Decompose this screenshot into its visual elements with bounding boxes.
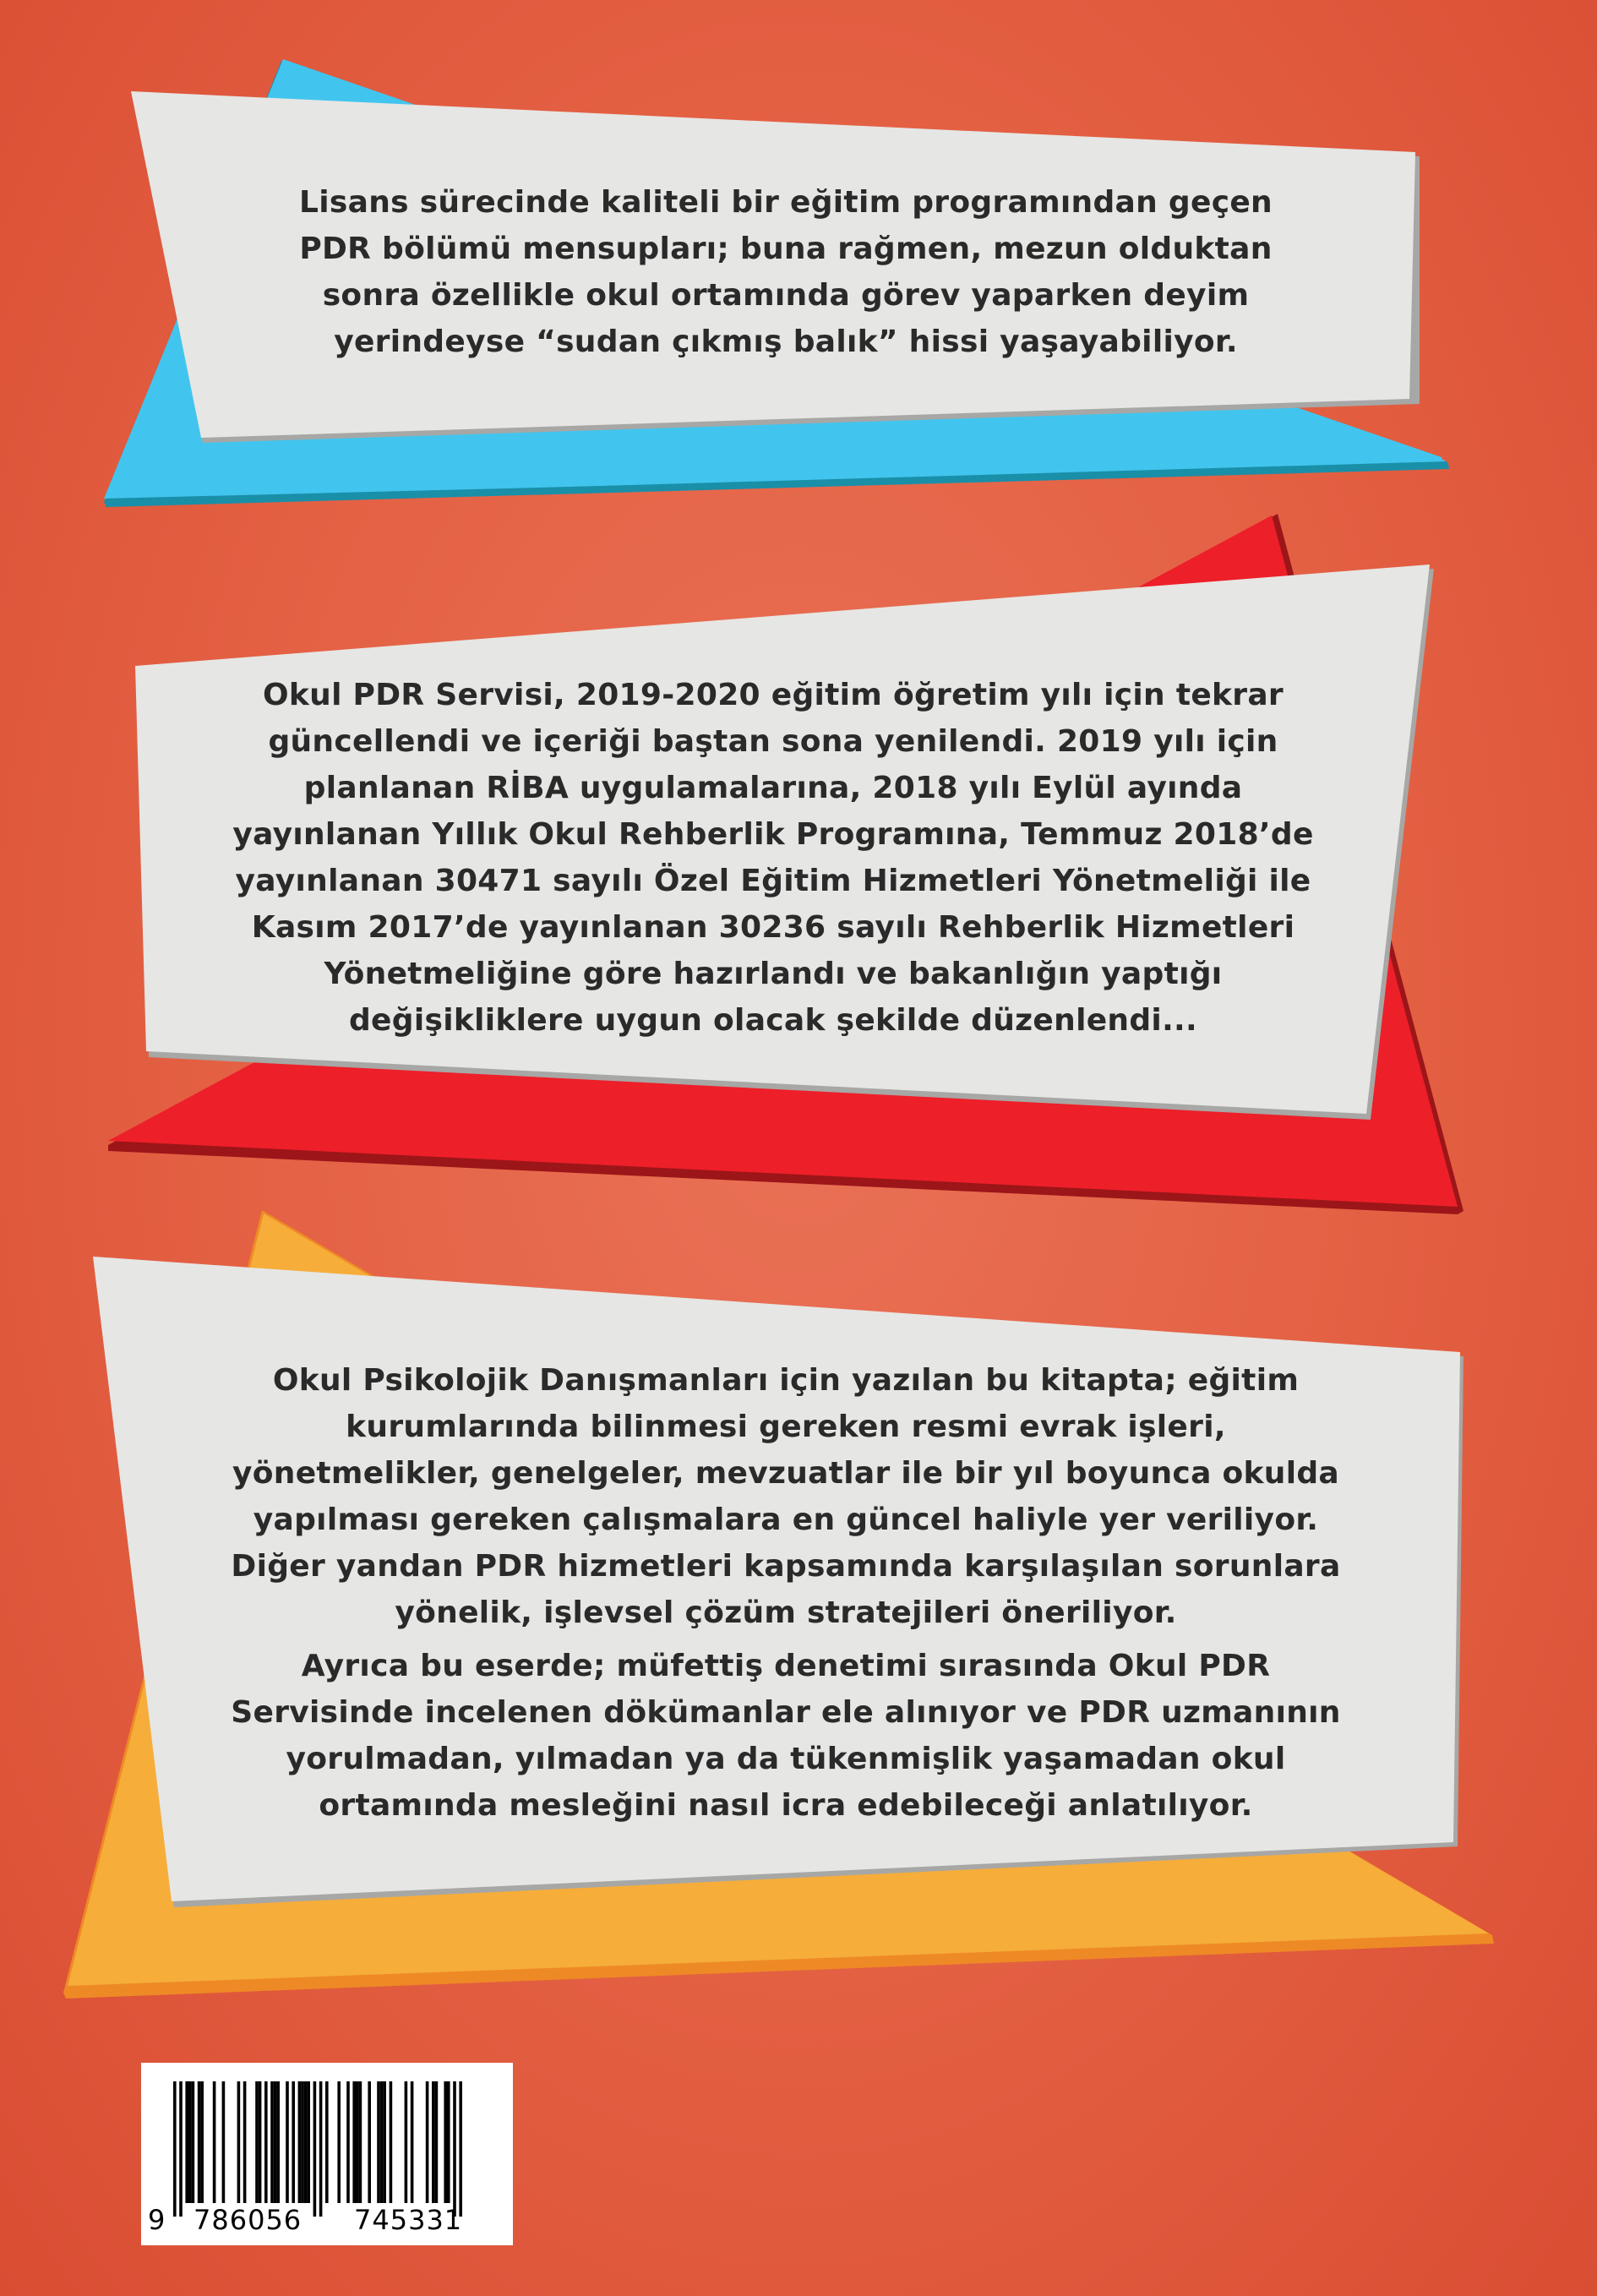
panel-2-line: güncellendi ve içeriği baştan sona yenilendi. 2019 yılı için	[268, 724, 1278, 759]
barcode-bar-31	[368, 2081, 371, 2203]
panel-1-line: sonra özellikle okul ortamında görev yaparken deyim	[322, 278, 1250, 313]
panel-2-line: Yönetmeliğine göre hazırlandı ve bakanlığın yaptığı	[324, 957, 1223, 991]
barcode-bar-40	[435, 2081, 439, 2203]
panel-2-line: Okul PDR Servisi, 2019-2020 eğitim öğretim yılı için tekrar	[263, 678, 1284, 712]
barcode-bar-10	[243, 2081, 247, 2203]
barcode-bar-39	[432, 2081, 435, 2203]
barcode-bar-13	[264, 2081, 268, 2203]
barcode-bar-29	[356, 2081, 359, 2203]
barcode-bar-32	[377, 2081, 380, 2203]
barcode-bar-24	[319, 2081, 323, 2217]
barcode-bar-5	[198, 2081, 201, 2203]
panel-3-line: Ayrıca bu eserde; müfettiş denetimi sırasında Okul PDR	[301, 1649, 1271, 1683]
barcode-bar-2	[185, 2081, 188, 2203]
panel-1-text	[220, 179, 1352, 365]
barcode-bar-25	[325, 2081, 329, 2203]
panel-3-text	[135, 1357, 1436, 1829]
barcode-bar-17	[286, 2081, 289, 2203]
barcode-bar-22	[307, 2081, 310, 2203]
barcode-bar-1	[179, 2081, 183, 2217]
panel-1-line: Lisans sürecinde kaliteli bir eğitim programından geçen	[299, 185, 1273, 220]
barcode-bar-30	[359, 2081, 362, 2203]
panel-3-paragraph-1	[135, 1357, 1436, 1636]
barcode-bar-26	[337, 2081, 341, 2203]
barcode-right-digits: 745331	[354, 2204, 463, 2236]
barcode-bar-12	[259, 2081, 262, 2203]
panel-3-line: ortamında mesleğini nasıl icra edebileceği anlatılıyor.	[319, 1788, 1253, 1823]
barcode-bar-38	[426, 2081, 429, 2203]
barcode-bar-7	[213, 2081, 216, 2203]
panel-3-line: Okul Psikolojik Danışmanları için yazılan bu kitapta; eğitim	[272, 1363, 1300, 1398]
panel-2-line: planlanan RİBA uygulamalarına, 2018 yılı Eylül ayında	[303, 771, 1243, 805]
barcode-bar-41	[444, 2081, 447, 2203]
panel-2-text	[139, 672, 1407, 1044]
barcode-bar-28	[352, 2081, 356, 2203]
barcode-bar-16	[276, 2081, 280, 2203]
panel-2-line: yayınlanan 30471 sayılı Özel Eğitim Hizmetleri Yönetmeliği ile	[235, 864, 1311, 898]
barcode-left-digits: 786056	[193, 2204, 303, 2236]
barcode-bar-8	[222, 2081, 226, 2203]
barcode-bar-6	[200, 2081, 204, 2203]
barcode-bar-42	[447, 2081, 450, 2203]
barcode-bar-27	[346, 2081, 350, 2203]
barcode-bar-3	[188, 2081, 192, 2203]
barcode-prefix-digit: 9	[148, 2204, 166, 2236]
panel-3-line: yönetmelikler, genelgeler, mevzuatlar ile bir yıl boyunca okulda	[232, 1456, 1339, 1491]
barcode-bar-14	[270, 2081, 274, 2203]
panel-3-line: Diğer yandan PDR hizmetleri kapsamında karşılaşılan sorunlara	[231, 1549, 1341, 1584]
panel-3-line: yorulmadan, yılmadan ya da tükenmişlik yaşamadan okul	[286, 1742, 1286, 1776]
barcode-bar-4	[192, 2081, 195, 2203]
barcode-bar-36	[405, 2081, 408, 2203]
barcode-bar-34	[383, 2081, 386, 2203]
barcode-bar-20	[301, 2081, 304, 2203]
barcode-bar-35	[390, 2081, 393, 2203]
barcode-bar-21	[304, 2081, 308, 2203]
panel-2-line: Kasım 2017’de yayınlanan 30236 sayılı Rehberlik Hizmetleri	[251, 910, 1295, 945]
barcode-bar-11	[255, 2081, 259, 2203]
barcode-bar-0	[173, 2081, 177, 2217]
panel-3-line: kurumlarında bilinmesi gereken resmi evrak işleri,	[346, 1410, 1226, 1444]
barcode-bar-33	[380, 2081, 384, 2203]
panel-3-line: yönelik, işlevsel çözüm stratejileri öneriliyor.	[395, 1595, 1177, 1630]
panel-1-line: yerindeyse “sudan çıkmış balık” hissi yaşayabiliyor.	[334, 324, 1238, 359]
barcode-bar-23	[313, 2081, 317, 2217]
barcode-bar-44	[459, 2081, 462, 2217]
barcode	[141, 2063, 513, 2245]
panel-3-line: Servisinde incelenen dökümanlar ele alınıyor ve PDR uzmanının	[231, 1695, 1341, 1730]
panel-2-line: değişikliklere uygun olacak şekilde düzenlendi...	[348, 1003, 1197, 1038]
barcode-bar-18	[292, 2081, 295, 2203]
panel-1-line: PDR bölümü mensupları; buna rağmen, mezun olduktan	[299, 232, 1273, 266]
panel-3-line: yapılması gereken çalışmalara en güncel haliyle yer veriliyor.	[253, 1502, 1319, 1537]
barcode-bar-9	[237, 2081, 241, 2203]
barcode-bar-37	[411, 2081, 414, 2203]
panel-2-line: yayınlanan Yıllık Okul Rehberlik Programına, Temmuz 2018’de	[232, 817, 1314, 852]
panel-3-paragraph-2	[135, 1643, 1436, 1829]
barcode-bar-15	[274, 2081, 277, 2203]
barcode-bar-43	[453, 2081, 456, 2217]
barcode-bar-19	[298, 2081, 302, 2203]
